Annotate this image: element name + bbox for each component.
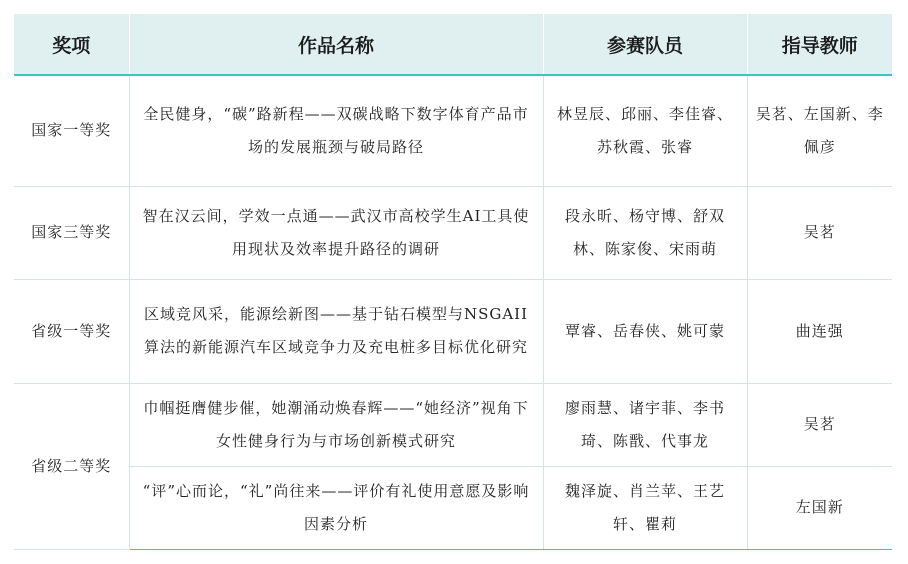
header-work: 作品名称 xyxy=(129,14,543,75)
award-cell: 省级一等奖 xyxy=(14,279,129,383)
header-award: 奖项 xyxy=(14,14,129,75)
table-header-row xyxy=(14,14,892,75)
members-cell: 段永昕、杨守博、舒双林、陈家俊、宋雨萌 xyxy=(543,186,747,279)
members-cell: 覃睿、岳春侠、姚可蒙 xyxy=(543,279,747,383)
table-row xyxy=(14,383,892,466)
members-cell: 魏泽旋、肖兰苹、王艺轩、瞿莉 xyxy=(543,466,747,549)
award-cell: 国家三等奖 xyxy=(14,186,129,279)
header-members: 参赛队员 xyxy=(543,14,747,75)
table-row xyxy=(14,186,892,279)
members-cell: 林昱辰、邱丽、李佳睿、苏秋霞、张睿 xyxy=(543,75,747,186)
table-row xyxy=(14,75,892,186)
teacher-cell: 左国新 xyxy=(747,466,892,549)
teacher-cell: 曲连强 xyxy=(747,279,892,383)
award-cell: 省级二等奖 xyxy=(14,383,129,549)
work-cell: 区域竞风采，能源绘新图——基于钻石模型与NSGAII算法的新能源汽车区域竞争力及充电桩多目标优化研究 xyxy=(129,279,543,383)
teacher-cell: 吴茗、左国新、李佩彦 xyxy=(747,75,892,186)
teacher-cell: 吴茗 xyxy=(747,186,892,279)
work-cell: 全民健身，“碳”路新程——双碳战略下数字体育产品市场的发展瓶颈与破局路径 xyxy=(129,75,543,186)
work-cell: “评”心而论，“礼”尚往来——评价有礼使用意愿及影响因素分析 xyxy=(129,466,543,549)
table-row xyxy=(14,466,892,549)
teacher-cell: 吴茗 xyxy=(747,383,892,466)
table-row xyxy=(14,279,892,383)
members-cell: 廖雨慧、诸宇菲、李书琦、陈戬、代事龙 xyxy=(543,383,747,466)
awards-table xyxy=(14,14,892,550)
award-cell: 国家一等奖 xyxy=(14,75,129,186)
work-cell: 巾帼挺膺健步催，她潮涌动焕春辉——“她经济”视角下女性健身行为与市场创新模式研究 xyxy=(129,383,543,466)
header-teacher: 指导教师 xyxy=(747,14,892,75)
work-cell: 智在汉云间，学效一点通——武汉市高校学生AI工具使用现状及效率提升路径的调研 xyxy=(129,186,543,279)
awards-table-container xyxy=(14,14,892,550)
